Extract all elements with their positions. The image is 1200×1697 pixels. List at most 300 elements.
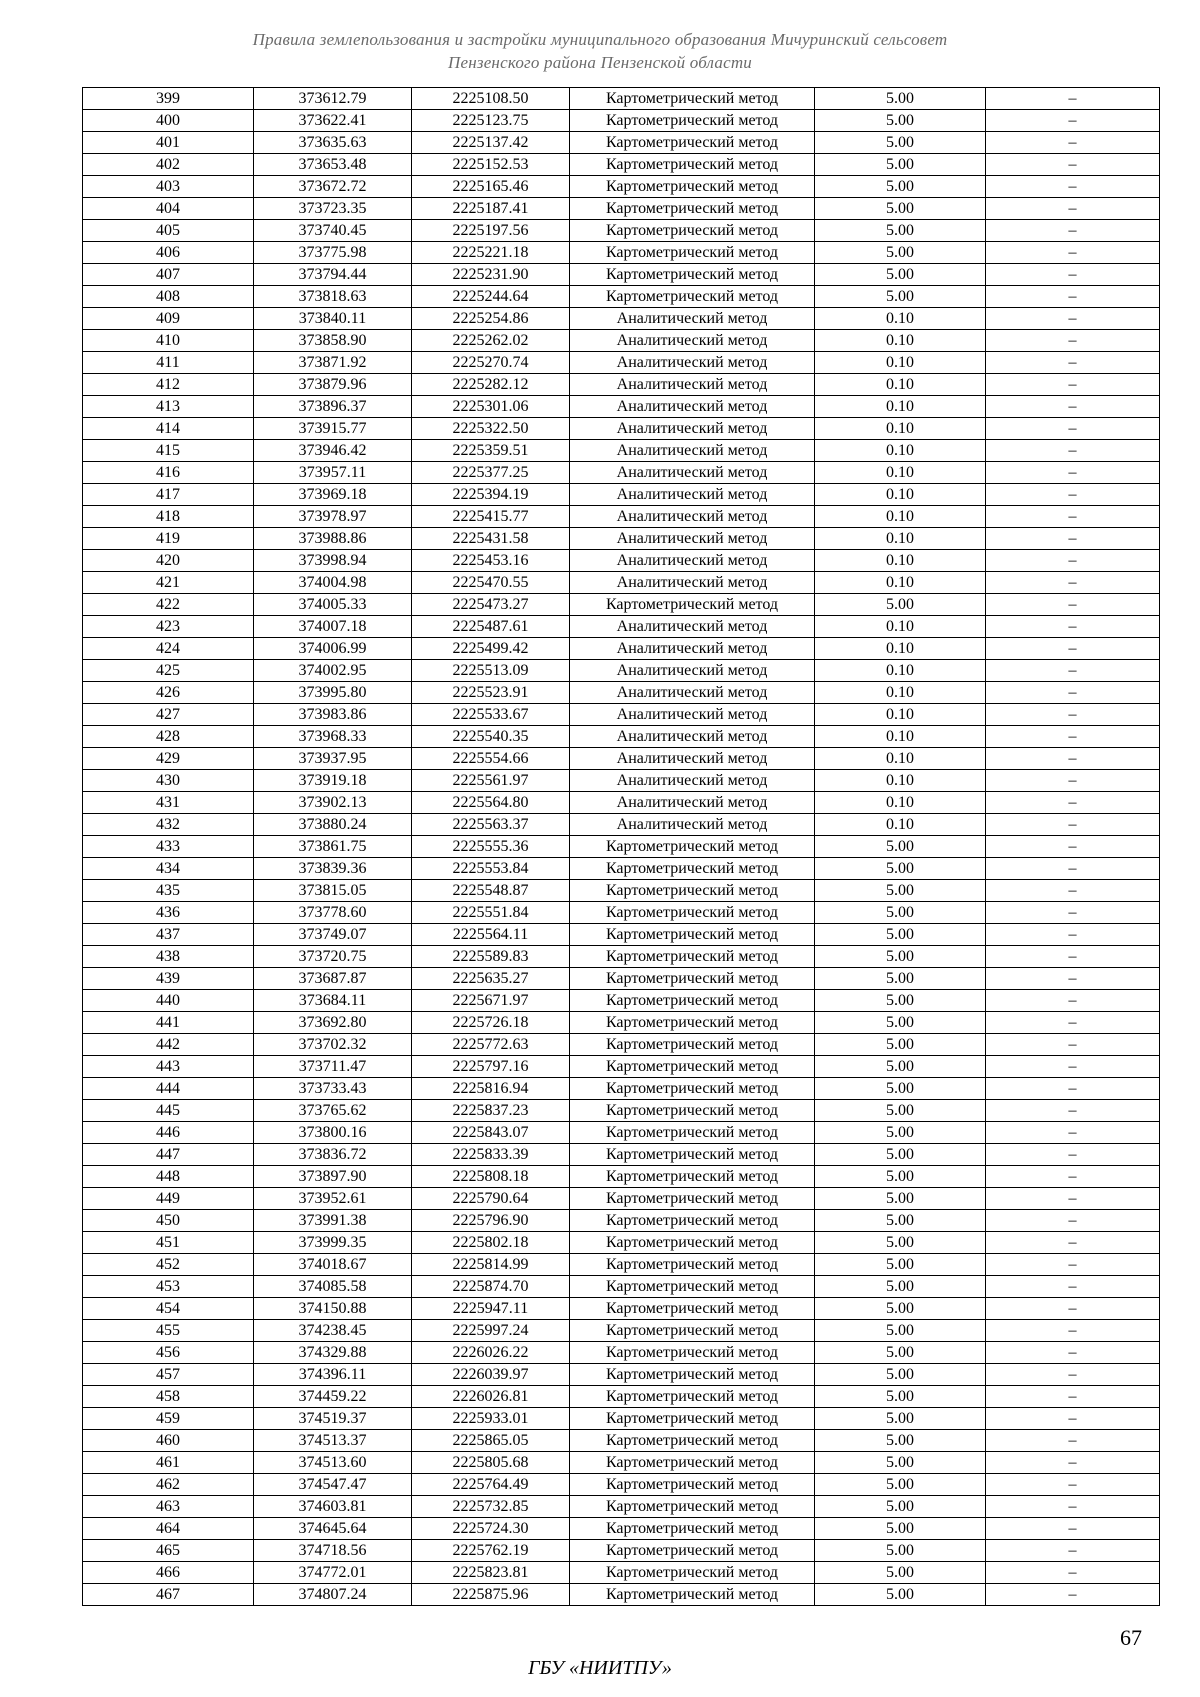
- table-row: [83, 1078, 1160, 1100]
- x-coordinate-cell: 374645.64: [254, 1518, 412, 1540]
- point-number-cell: 400: [83, 110, 254, 132]
- y-coordinate-cell: 2225837.23: [412, 1100, 570, 1122]
- y-coordinate-cell: 2225262.02: [412, 330, 570, 352]
- note-cell: –: [986, 308, 1160, 330]
- table-row: [83, 418, 1160, 440]
- method-cell: Картометрический метод: [570, 154, 815, 176]
- note-cell: –: [986, 374, 1160, 396]
- accuracy-cell: 0.10: [815, 462, 986, 484]
- y-coordinate-cell: 2225865.05: [412, 1430, 570, 1452]
- y-coordinate-cell: 2225270.74: [412, 352, 570, 374]
- accuracy-cell: 5.00: [815, 154, 986, 176]
- method-cell: Аналитический метод: [570, 704, 815, 726]
- accuracy-cell: 5.00: [815, 1496, 986, 1518]
- table-row: [83, 550, 1160, 572]
- y-coordinate-cell: 2225732.85: [412, 1496, 570, 1518]
- y-coordinate-cell: 2225377.25: [412, 462, 570, 484]
- x-coordinate-cell: 373983.86: [254, 704, 412, 726]
- x-coordinate-cell: 373836.72: [254, 1144, 412, 1166]
- accuracy-cell: 5.00: [815, 198, 986, 220]
- y-coordinate-cell: 2225231.90: [412, 264, 570, 286]
- y-coordinate-cell: 2225589.83: [412, 946, 570, 968]
- method-cell: Картометрический метод: [570, 286, 815, 308]
- y-coordinate-cell: 2225523.91: [412, 682, 570, 704]
- point-number-cell: 441: [83, 1012, 254, 1034]
- note-cell: –: [986, 88, 1160, 110]
- method-cell: Картометрический метод: [570, 1232, 815, 1254]
- table-row: [83, 836, 1160, 858]
- x-coordinate-cell: 373957.11: [254, 462, 412, 484]
- accuracy-cell: 0.10: [815, 682, 986, 704]
- table-row: [83, 638, 1160, 660]
- method-cell: Картометрический метод: [570, 1012, 815, 1034]
- accuracy-cell: 5.00: [815, 594, 986, 616]
- point-number-cell: 466: [83, 1562, 254, 1584]
- table-row: [83, 352, 1160, 374]
- y-coordinate-cell: 2225244.64: [412, 286, 570, 308]
- y-coordinate-cell: 2225221.18: [412, 242, 570, 264]
- x-coordinate-cell: 374603.81: [254, 1496, 412, 1518]
- table-row: [83, 1034, 1160, 1056]
- accuracy-cell: 5.00: [815, 1232, 986, 1254]
- method-cell: Аналитический метод: [570, 352, 815, 374]
- point-number-cell: 404: [83, 198, 254, 220]
- method-cell: Картометрический метод: [570, 1540, 815, 1562]
- note-cell: –: [986, 484, 1160, 506]
- table-row: [83, 792, 1160, 814]
- point-number-cell: 412: [83, 374, 254, 396]
- y-coordinate-cell: 2225322.50: [412, 418, 570, 440]
- x-coordinate-cell: 373740.45: [254, 220, 412, 242]
- point-number-cell: 439: [83, 968, 254, 990]
- point-number-cell: 444: [83, 1078, 254, 1100]
- note-cell: –: [986, 660, 1160, 682]
- y-coordinate-cell: 2226026.81: [412, 1386, 570, 1408]
- y-coordinate-cell: 2225555.36: [412, 836, 570, 858]
- x-coordinate-cell: 373952.61: [254, 1188, 412, 1210]
- x-coordinate-cell: 374513.60: [254, 1452, 412, 1474]
- method-cell: Картометрический метод: [570, 968, 815, 990]
- point-number-cell: 451: [83, 1232, 254, 1254]
- x-coordinate-cell: 374396.11: [254, 1364, 412, 1386]
- note-cell: –: [986, 1320, 1160, 1342]
- note-cell: –: [986, 242, 1160, 264]
- accuracy-cell: 0.10: [815, 660, 986, 682]
- table-row: [83, 1518, 1160, 1540]
- accuracy-cell: 0.10: [815, 792, 986, 814]
- x-coordinate-cell: 373733.43: [254, 1078, 412, 1100]
- note-cell: –: [986, 946, 1160, 968]
- point-number-cell: 406: [83, 242, 254, 264]
- y-coordinate-cell: 2225764.49: [412, 1474, 570, 1496]
- point-number-cell: 416: [83, 462, 254, 484]
- accuracy-cell: 5.00: [815, 242, 986, 264]
- accuracy-cell: 5.00: [815, 1166, 986, 1188]
- method-cell: Картометрический метод: [570, 924, 815, 946]
- note-cell: –: [986, 396, 1160, 418]
- note-cell: –: [986, 506, 1160, 528]
- method-cell: Картометрический метод: [570, 264, 815, 286]
- y-coordinate-cell: 2225473.27: [412, 594, 570, 616]
- table-row: [83, 1276, 1160, 1298]
- method-cell: Аналитический метод: [570, 374, 815, 396]
- method-cell: Картометрический метод: [570, 836, 815, 858]
- point-number-cell: 455: [83, 1320, 254, 1342]
- method-cell: Аналитический метод: [570, 462, 815, 484]
- point-number-cell: 445: [83, 1100, 254, 1122]
- table-row: [83, 286, 1160, 308]
- note-cell: –: [986, 792, 1160, 814]
- x-coordinate-cell: 373969.18: [254, 484, 412, 506]
- method-cell: Картометрический метод: [570, 946, 815, 968]
- note-cell: –: [986, 1386, 1160, 1408]
- point-number-cell: 419: [83, 528, 254, 550]
- method-cell: Аналитический метод: [570, 638, 815, 660]
- note-cell: –: [986, 572, 1160, 594]
- table-row: [83, 660, 1160, 682]
- point-number-cell: 463: [83, 1496, 254, 1518]
- method-cell: Картометрический метод: [570, 1298, 815, 1320]
- point-number-cell: 424: [83, 638, 254, 660]
- note-cell: –: [986, 880, 1160, 902]
- point-number-cell: 409: [83, 308, 254, 330]
- point-number-cell: 423: [83, 616, 254, 638]
- accuracy-cell: 0.10: [815, 484, 986, 506]
- x-coordinate-cell: 374005.33: [254, 594, 412, 616]
- method-cell: Аналитический метод: [570, 726, 815, 748]
- y-coordinate-cell: 2225726.18: [412, 1012, 570, 1034]
- accuracy-cell: 5.00: [815, 1320, 986, 1342]
- x-coordinate-cell: 373711.47: [254, 1056, 412, 1078]
- note-cell: –: [986, 1034, 1160, 1056]
- note-cell: –: [986, 924, 1160, 946]
- method-cell: Картометрический метод: [570, 132, 815, 154]
- point-number-cell: 460: [83, 1430, 254, 1452]
- point-number-cell: 410: [83, 330, 254, 352]
- method-cell: Картометрический метод: [570, 220, 815, 242]
- y-coordinate-cell: 2225499.42: [412, 638, 570, 660]
- method-cell: Аналитический метод: [570, 484, 815, 506]
- y-coordinate-cell: 2225874.70: [412, 1276, 570, 1298]
- accuracy-cell: 0.10: [815, 814, 986, 836]
- y-coordinate-cell: 2225875.96: [412, 1584, 570, 1606]
- note-cell: –: [986, 1430, 1160, 1452]
- point-number-cell: 446: [83, 1122, 254, 1144]
- method-cell: Картометрический метод: [570, 1584, 815, 1606]
- x-coordinate-cell: 373937.95: [254, 748, 412, 770]
- x-coordinate-cell: 373702.32: [254, 1034, 412, 1056]
- y-coordinate-cell: 2225933.01: [412, 1408, 570, 1430]
- method-cell: Картометрический метод: [570, 110, 815, 132]
- accuracy-cell: 5.00: [815, 110, 986, 132]
- point-number-cell: 421: [83, 572, 254, 594]
- y-coordinate-cell: 2225513.09: [412, 660, 570, 682]
- point-number-cell: 425: [83, 660, 254, 682]
- method-cell: Картометрический метод: [570, 902, 815, 924]
- method-cell: Аналитический метод: [570, 330, 815, 352]
- table-row: [83, 616, 1160, 638]
- accuracy-cell: 0.10: [815, 374, 986, 396]
- x-coordinate-cell: 373723.35: [254, 198, 412, 220]
- y-coordinate-cell: 2225254.86: [412, 308, 570, 330]
- table-row: [83, 1012, 1160, 1034]
- x-coordinate-cell: 373897.90: [254, 1166, 412, 1188]
- method-cell: Картометрический метод: [570, 1386, 815, 1408]
- table-row: [83, 1408, 1160, 1430]
- method-cell: Картометрический метод: [570, 1276, 815, 1298]
- accuracy-cell: 0.10: [815, 616, 986, 638]
- note-cell: –: [986, 748, 1160, 770]
- note-cell: –: [986, 330, 1160, 352]
- y-coordinate-cell: 2225823.81: [412, 1562, 570, 1584]
- accuracy-cell: 5.00: [815, 1078, 986, 1100]
- x-coordinate-cell: 373687.87: [254, 968, 412, 990]
- note-cell: –: [986, 1474, 1160, 1496]
- point-number-cell: 432: [83, 814, 254, 836]
- point-number-cell: 420: [83, 550, 254, 572]
- point-number-cell: 414: [83, 418, 254, 440]
- y-coordinate-cell: 2225635.27: [412, 968, 570, 990]
- note-cell: –: [986, 1056, 1160, 1078]
- table-row: [83, 1056, 1160, 1078]
- note-cell: –: [986, 1188, 1160, 1210]
- y-coordinate-cell: 2226026.22: [412, 1342, 570, 1364]
- method-cell: Картометрический метод: [570, 198, 815, 220]
- table-row: [83, 594, 1160, 616]
- point-number-cell: 433: [83, 836, 254, 858]
- accuracy-cell: 5.00: [815, 1584, 986, 1606]
- x-coordinate-cell: 374006.99: [254, 638, 412, 660]
- method-cell: Аналитический метод: [570, 396, 815, 418]
- note-cell: –: [986, 682, 1160, 704]
- method-cell: Картометрический метод: [570, 1056, 815, 1078]
- method-cell: Аналитический метод: [570, 792, 815, 814]
- y-coordinate-cell: 2225563.37: [412, 814, 570, 836]
- x-coordinate-cell: 373840.11: [254, 308, 412, 330]
- note-cell: –: [986, 418, 1160, 440]
- accuracy-cell: 5.00: [815, 1518, 986, 1540]
- accuracy-cell: 0.10: [815, 330, 986, 352]
- note-cell: –: [986, 1078, 1160, 1100]
- accuracy-cell: 0.10: [815, 572, 986, 594]
- table-row: [83, 374, 1160, 396]
- point-number-cell: 431: [83, 792, 254, 814]
- x-coordinate-cell: 373902.13: [254, 792, 412, 814]
- y-coordinate-cell: 2225187.41: [412, 198, 570, 220]
- accuracy-cell: 5.00: [815, 1452, 986, 1474]
- table-row: [83, 1188, 1160, 1210]
- table-row: [83, 1166, 1160, 1188]
- method-cell: Аналитический метод: [570, 308, 815, 330]
- table-row: [83, 704, 1160, 726]
- table-row: [83, 880, 1160, 902]
- x-coordinate-cell: 373635.63: [254, 132, 412, 154]
- accuracy-cell: 5.00: [815, 1342, 986, 1364]
- x-coordinate-cell: 373765.62: [254, 1100, 412, 1122]
- table-row: [83, 440, 1160, 462]
- table-row: [83, 770, 1160, 792]
- x-coordinate-cell: 373684.11: [254, 990, 412, 1012]
- point-number-cell: 440: [83, 990, 254, 1012]
- method-cell: Картометрический метод: [570, 1518, 815, 1540]
- y-coordinate-cell: 2225137.42: [412, 132, 570, 154]
- accuracy-cell: 5.00: [815, 88, 986, 110]
- accuracy-cell: 5.00: [815, 880, 986, 902]
- note-cell: –: [986, 594, 1160, 616]
- method-cell: Картометрический метод: [570, 1364, 815, 1386]
- x-coordinate-cell: 373896.37: [254, 396, 412, 418]
- y-coordinate-cell: 2225282.12: [412, 374, 570, 396]
- x-coordinate-cell: 373653.48: [254, 154, 412, 176]
- table-row: [83, 1562, 1160, 1584]
- y-coordinate-cell: 2225671.97: [412, 990, 570, 1012]
- point-number-cell: 403: [83, 176, 254, 198]
- accuracy-cell: 5.00: [815, 924, 986, 946]
- accuracy-cell: 5.00: [815, 176, 986, 198]
- x-coordinate-cell: 373946.42: [254, 440, 412, 462]
- x-coordinate-cell: 373794.44: [254, 264, 412, 286]
- point-number-cell: 435: [83, 880, 254, 902]
- method-cell: Аналитический метод: [570, 682, 815, 704]
- x-coordinate-cell: 373775.98: [254, 242, 412, 264]
- method-cell: Картометрический метод: [570, 1254, 815, 1276]
- x-coordinate-cell: 373871.92: [254, 352, 412, 374]
- table-row: [83, 528, 1160, 550]
- note-cell: –: [986, 176, 1160, 198]
- table-row: [83, 572, 1160, 594]
- table-row: [83, 1452, 1160, 1474]
- table-row: [83, 1210, 1160, 1232]
- table-row: [83, 330, 1160, 352]
- y-coordinate-cell: 2225797.16: [412, 1056, 570, 1078]
- point-number-cell: 449: [83, 1188, 254, 1210]
- y-coordinate-cell: 2225816.94: [412, 1078, 570, 1100]
- note-cell: –: [986, 1166, 1160, 1188]
- point-number-cell: 436: [83, 902, 254, 924]
- point-number-cell: 447: [83, 1144, 254, 1166]
- note-cell: –: [986, 264, 1160, 286]
- note-cell: –: [986, 1342, 1160, 1364]
- method-cell: Картометрический метод: [570, 1210, 815, 1232]
- point-number-cell: 428: [83, 726, 254, 748]
- y-coordinate-cell: 2225802.18: [412, 1232, 570, 1254]
- x-coordinate-cell: 373839.36: [254, 858, 412, 880]
- table-row: [83, 1540, 1160, 1562]
- note-cell: –: [986, 1012, 1160, 1034]
- note-cell: –: [986, 1210, 1160, 1232]
- y-coordinate-cell: 2225108.50: [412, 88, 570, 110]
- y-coordinate-cell: 2226039.97: [412, 1364, 570, 1386]
- note-cell: –: [986, 550, 1160, 572]
- note-cell: –: [986, 616, 1160, 638]
- x-coordinate-cell: 373778.60: [254, 902, 412, 924]
- point-number-cell: 402: [83, 154, 254, 176]
- table-row: [83, 88, 1160, 110]
- table-row: [83, 110, 1160, 132]
- accuracy-cell: 5.00: [815, 264, 986, 286]
- point-number-cell: 453: [83, 1276, 254, 1298]
- table-row: [83, 1232, 1160, 1254]
- point-number-cell: 427: [83, 704, 254, 726]
- y-coordinate-cell: 2225808.18: [412, 1166, 570, 1188]
- y-coordinate-cell: 2225997.24: [412, 1320, 570, 1342]
- table-row: [83, 726, 1160, 748]
- note-cell: –: [986, 154, 1160, 176]
- y-coordinate-cell: 2225805.68: [412, 1452, 570, 1474]
- note-cell: –: [986, 352, 1160, 374]
- y-coordinate-cell: 2225394.19: [412, 484, 570, 506]
- note-cell: –: [986, 1562, 1160, 1584]
- accuracy-cell: 0.10: [815, 440, 986, 462]
- y-coordinate-cell: 2225123.75: [412, 110, 570, 132]
- table-row: [83, 264, 1160, 286]
- y-coordinate-cell: 2225431.58: [412, 528, 570, 550]
- point-number-cell: 426: [83, 682, 254, 704]
- y-coordinate-cell: 2225947.11: [412, 1298, 570, 1320]
- point-number-cell: 422: [83, 594, 254, 616]
- y-coordinate-cell: 2225197.56: [412, 220, 570, 242]
- method-cell: Аналитический метод: [570, 770, 815, 792]
- y-coordinate-cell: 2225564.11: [412, 924, 570, 946]
- note-cell: –: [986, 1232, 1160, 1254]
- accuracy-cell: 0.10: [815, 726, 986, 748]
- accuracy-cell: 5.00: [815, 1254, 986, 1276]
- accuracy-cell: 0.10: [815, 396, 986, 418]
- x-coordinate-cell: 373988.86: [254, 528, 412, 550]
- method-cell: Аналитический метод: [570, 616, 815, 638]
- header-line-1: Правила землепользования и застройки муниципального образования Мичуринский сельсовет: [252, 30, 948, 49]
- method-cell: Картометрический метод: [570, 176, 815, 198]
- x-coordinate-cell: 374018.67: [254, 1254, 412, 1276]
- x-coordinate-cell: 374718.56: [254, 1540, 412, 1562]
- method-cell: Картометрический метод: [570, 1452, 815, 1474]
- accuracy-cell: 5.00: [815, 990, 986, 1012]
- method-cell: Аналитический метод: [570, 506, 815, 528]
- x-coordinate-cell: 373879.96: [254, 374, 412, 396]
- accuracy-cell: 5.00: [815, 132, 986, 154]
- x-coordinate-cell: 374150.88: [254, 1298, 412, 1320]
- point-number-cell: 452: [83, 1254, 254, 1276]
- x-coordinate-cell: 373915.77: [254, 418, 412, 440]
- accuracy-cell: 5.00: [815, 1100, 986, 1122]
- note-cell: –: [986, 1100, 1160, 1122]
- y-coordinate-cell: 2225564.80: [412, 792, 570, 814]
- table-row: [83, 1320, 1160, 1342]
- table-row: [83, 506, 1160, 528]
- point-number-cell: 411: [83, 352, 254, 374]
- accuracy-cell: 0.10: [815, 704, 986, 726]
- x-coordinate-cell: 373800.16: [254, 1122, 412, 1144]
- table-row: [83, 154, 1160, 176]
- table-row: [83, 1364, 1160, 1386]
- y-coordinate-cell: 2225553.84: [412, 858, 570, 880]
- table-row: [83, 1496, 1160, 1518]
- point-number-cell: 454: [83, 1298, 254, 1320]
- x-coordinate-cell: 373815.05: [254, 880, 412, 902]
- point-number-cell: 462: [83, 1474, 254, 1496]
- method-cell: Аналитический метод: [570, 572, 815, 594]
- accuracy-cell: 5.00: [815, 1144, 986, 1166]
- y-coordinate-cell: 2225762.19: [412, 1540, 570, 1562]
- y-coordinate-cell: 2225487.61: [412, 616, 570, 638]
- point-number-cell: 443: [83, 1056, 254, 1078]
- accuracy-cell: 5.00: [815, 1430, 986, 1452]
- table-row: [83, 1474, 1160, 1496]
- note-cell: –: [986, 858, 1160, 880]
- table-row: [83, 1122, 1160, 1144]
- accuracy-cell: 5.00: [815, 1012, 986, 1034]
- note-cell: –: [986, 220, 1160, 242]
